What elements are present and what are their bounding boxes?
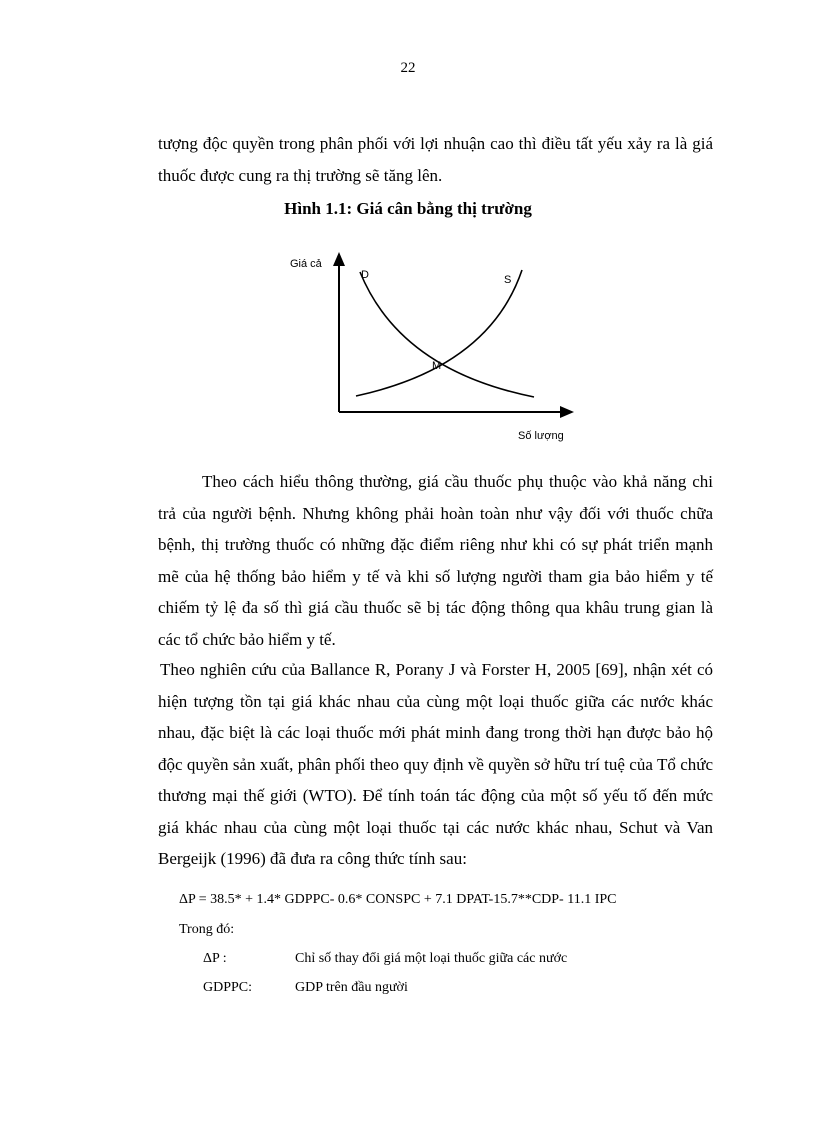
y-axis-arrow: [333, 252, 345, 266]
definition-term: ΔP :: [203, 951, 227, 966]
paragraph-3: [158, 654, 713, 875]
y-axis-label: Giá cả: [290, 258, 322, 270]
demand-label: D: [361, 269, 369, 281]
x-axis-arrow: [560, 406, 574, 418]
paragraph-2-text: Theo cách hiểu thông thường, giá cầu thuốc phụ thuộc vào khả năng chi trả của người bệnh. Nhưng không phải hoàn toàn như vậy đối với thuốc chữa bệnh, thị trường thuốc có những đặc điểm riêng như khi có sự phát triển mạnh mẽ của hệ thống bảo hiểm y tế và khi số lượng người tham gia bảo hiểm y tế chiếm tỷ lệ đa số thì giá cầu thuốc sẽ bị tác động thông qua khâu trung gian là các tổ chức bảo hiểm y tế.: [158, 472, 713, 649]
definition-row: [203, 980, 408, 996]
supply-label: S: [504, 274, 512, 286]
paragraph-3-text: Theo nghiên cứu của Ballance R, Porany J và Forster H, 2005 [69], nhận xét có hiện tượng tồn tại giá khác nhau của cùng một loại thuốc giữa các nước khác nhau, đặc biệt là các loại thuốc mới phát minh đang trong thời hạn được bảo hộ độc quyền sản xuất, phân phối theo quy định về quyền sở hữu trí tuệ của Tổ chức thương mại thế giới (WTO). Để tính toán tác động của một số yếu tố đến mức giá khác nhau của cùng một loại thuốc tại các nước khác nhau, Schut và Van Bergeijk (1996) đã đưa ra công thức tính sau:: [158, 660, 713, 868]
supply-demand-chart: [290, 250, 590, 450]
figure-title: Hình 1.1: Giá cân bằng thị trường: [284, 199, 532, 218]
paragraph-1: [158, 128, 713, 191]
where-label: Trong đó:: [179, 922, 235, 937]
x-axis-label: Số lượng: [518, 430, 564, 442]
demand-curve: [360, 272, 534, 397]
definition-desc: GDP trên đầu người: [295, 980, 408, 995]
paragraph-1-text: tượng độc quyền trong phân phối với lợi nhuận cao thì điều tất yếu xảy ra là giá thuốc được cung ra thị trường sẽ tăng lên.: [158, 134, 713, 185]
definition-row: [203, 951, 567, 967]
supply-curve: [356, 270, 522, 396]
page-number: 22: [400, 60, 416, 76]
formula: ΔP = 38.5* + 1.4* GDPPC- 0.6* CONSPC + 7.1 DPAT-15.7**CDP- 11.1 IPC: [179, 892, 617, 907]
definition-desc: Chỉ số thay đổi giá một loại thuốc giữa các nước: [295, 951, 568, 966]
paragraph-2: [158, 466, 713, 655]
definition-term: GDPPC:: [203, 980, 253, 995]
equilibrium-label: M: [432, 360, 442, 372]
